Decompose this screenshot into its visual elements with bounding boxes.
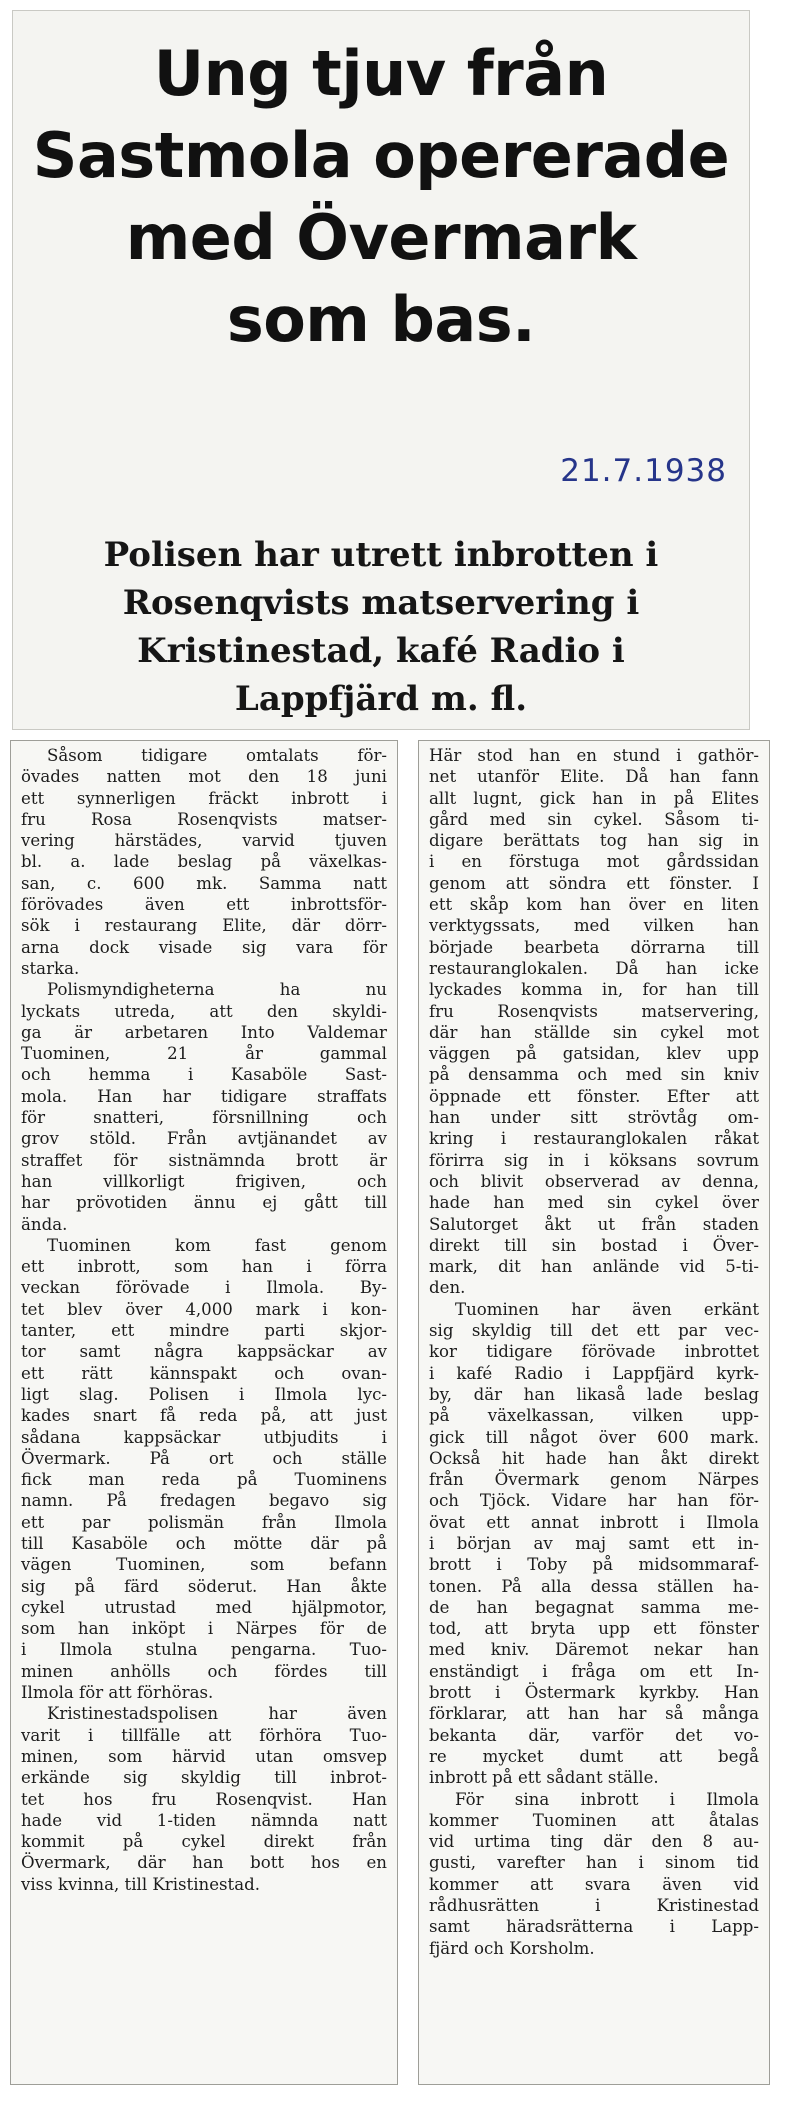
article-line: Också hit hade han åkt direkt	[429, 1448, 759, 1468]
article-line: sådana kappsäckar utbjudits i	[21, 1427, 387, 1447]
article-line: verktygssats, med vilken han	[429, 916, 759, 936]
article-line: minen anhölls och fördes till	[21, 1661, 387, 1681]
article-line: fru Rosenqvists matservering,	[429, 1001, 759, 1021]
article-line: fick man reda på Tuominens	[21, 1470, 387, 1490]
article-line: han under sitt strövtåg om-	[429, 1108, 759, 1128]
article-line: började bearbeta dörrarna till	[429, 937, 759, 957]
article-line: net utanför Elite. Då han fann	[429, 767, 759, 787]
article-line: hade han med sin cykel över	[429, 1193, 759, 1213]
article-line: som han inköpt i Närpes för de	[21, 1619, 387, 1639]
article-line: erkände sig skyldig till inbrot-	[21, 1768, 387, 1788]
article-line: vägen Tuominen, som befann	[21, 1555, 387, 1575]
article-line: tanter, ett mindre parti skjor-	[21, 1321, 387, 1341]
article-line: den.	[429, 1278, 466, 1298]
article-line: övades natten mot den 18 juni	[21, 767, 387, 787]
article-line: de han begagnat samma me-	[429, 1597, 759, 1617]
article-line: öppnade ett fönster. Efter att	[429, 1086, 759, 1106]
article-line: kommit på cykel direkt från	[21, 1832, 387, 1852]
article-line: ett rätt kännspakt och ovan-	[21, 1363, 387, 1383]
article-line: fjärd och Korsholm.	[429, 1938, 595, 1958]
article-line: brott i Toby på midsommaraf-	[429, 1555, 759, 1575]
article-line: i Ilmola stulna pengarna. Tuo-	[21, 1640, 387, 1660]
headline-line: med Övermark	[125, 201, 637, 274]
article-line: cykel utrustad med hjälpmotor,	[21, 1597, 387, 1617]
article-line: sök i restaurang Elite, där dörr-	[21, 916, 387, 936]
article-line: lyckats utreda, att den skyldi-	[21, 1001, 387, 1021]
article-line: i kafé Radio i Lappfjärd kyrk-	[429, 1363, 759, 1383]
article-line: hade vid 1-tiden nämnda natt	[21, 1810, 387, 1830]
article-line: han villkorligt frigiven, och	[21, 1171, 387, 1191]
headline-line: Ung tjuv från	[153, 37, 609, 110]
article-line: Här stod han en stund i gathör-	[429, 746, 759, 765]
article-line: förklarar, att han har så många	[429, 1704, 759, 1724]
article-line: har prövotiden ännu ej gått till	[21, 1193, 387, 1213]
article-line: genom att söndra ett fönster. I	[429, 873, 759, 893]
article-line: mola. Han har tidigare straffats	[21, 1086, 387, 1106]
article-line: ett skåp kom han över en liten	[429, 895, 759, 915]
article-line: kor tidigare förövade inbrottet	[429, 1342, 759, 1362]
date-stamp: 21.7.1938	[560, 453, 727, 489]
article-line: ett synnerligen fräckt inbrott i	[21, 788, 387, 808]
article-column-left	[10, 740, 398, 2085]
article-line: Övermark. På ort och ställe	[21, 1448, 387, 1468]
article-line: viss kvinna, till Kristinestad.	[21, 1874, 261, 1894]
article-line: varit i tillfälle att förhöra Tuo-	[21, 1725, 387, 1745]
article-line: ga är arbetaren Into Valdemar	[21, 1022, 387, 1042]
article-line: inbrott på ett sådant ställe.	[429, 1768, 659, 1788]
subheadline-line: Rosenqvists matservering i	[122, 583, 640, 623]
article-line: sig på färd söderut. Han åkte	[21, 1576, 387, 1596]
article-line: direkt till sin bostad i Över-	[429, 1235, 759, 1255]
article-line: enständigt i fråga om ett In-	[429, 1661, 759, 1681]
article-line: allt lugnt, gick han in på Elites	[429, 788, 759, 808]
article-line: samt häradsrätterna i Lapp-	[429, 1917, 759, 1937]
article-line: veckan förövade i Ilmola. By-	[21, 1278, 387, 1298]
article-line: förirra sig in i köksans sovrum	[429, 1150, 759, 1170]
header-section	[12, 10, 750, 730]
article-line: Tuominen kom fast genom	[47, 1235, 387, 1255]
article-line: restauranglokalen. Då han icke	[429, 958, 759, 978]
article-line: i början av maj samt ett in-	[429, 1533, 759, 1553]
subheadline	[13, 531, 749, 723]
article-line: Polismyndigheterna ha nu	[47, 980, 387, 1000]
article-line: brott i Östermark kyrkby. Han	[429, 1683, 759, 1703]
subheadline-line: Kristinestad, kafé Radio i	[137, 631, 625, 671]
article-line: tor samt några kappsäckar av	[21, 1342, 387, 1362]
article-line: tet blev över 4,000 mark i kon-	[21, 1299, 387, 1319]
subheadline-line: Polisen har utrett inbrotten i	[103, 535, 659, 575]
article-line: ett inbrott, som han i förra	[21, 1257, 387, 1277]
article-line: gick till något över 600 mark.	[429, 1427, 759, 1447]
article-line: kring i restauranglokalen råkat	[429, 1129, 759, 1149]
article-line: ända.	[21, 1214, 68, 1234]
article-line: minen, som härvid utan omsvep	[21, 1746, 387, 1766]
article-line: vering härstädes, varvid tjuven	[21, 831, 387, 851]
article-line: starka.	[21, 958, 80, 978]
article-line: tonen. På alla dessa ställen ha-	[429, 1576, 759, 1596]
article-line: namn. På fredagen begavo sig	[21, 1491, 387, 1511]
article-column-right	[418, 740, 770, 2085]
article-line: digare berättats tog han sig in	[429, 831, 759, 851]
article-line: ligt slag. Polisen i Ilmola lyc-	[21, 1384, 387, 1404]
article-line: mark, dit han anlände vid 5-ti-	[429, 1257, 759, 1277]
article-line: med kniv. Däremot nekar han	[429, 1640, 759, 1660]
article-line: Ilmola för att förhöras.	[21, 1683, 214, 1703]
article-line: bl. a. lade beslag på växelkas-	[21, 852, 387, 872]
article-line: gård med sin cykel. Såsom ti-	[429, 809, 759, 829]
headline-line: som bas.	[226, 283, 536, 356]
article-line: by, där han likaså lade beslag	[429, 1384, 759, 1404]
article-line: straffet för sistnämnda brott är	[21, 1150, 387, 1170]
subheadline-line: Lappfjärd m. fl.	[234, 679, 528, 719]
article-line: på växelkassan, vilken upp-	[429, 1406, 759, 1426]
article-line: tod, att bryta upp ett fönster	[429, 1619, 759, 1639]
article-line: re mycket dumt att begå	[429, 1746, 759, 1766]
article-line: i en förstuga mot gårdssidan	[429, 852, 759, 872]
article-line: bekanta där, varför det vo-	[429, 1725, 759, 1745]
headline-line: Sastmola opererade	[32, 119, 730, 192]
article-line: rådhusrätten i Kristinestad	[429, 1896, 759, 1916]
article-line: övat ett annat inbrott i Ilmola	[429, 1512, 759, 1532]
article-line: Tuominen, 21 år gammal	[21, 1044, 387, 1064]
article-line: sig skyldig till det ett par vec-	[429, 1321, 759, 1341]
article-line: Salutorget åkt ut från staden	[429, 1214, 759, 1234]
article-line: på densamma och med sin kniv	[429, 1065, 759, 1085]
article-line: där han ställde sin cykel mot	[429, 1022, 759, 1042]
article-line: och Tjöck. Vidare har han för-	[429, 1491, 759, 1511]
article-line: och hemma i Kasaböle Sast-	[21, 1065, 387, 1085]
article-line: vid urtima ting där den 8 au-	[429, 1832, 759, 1852]
article-line: san, c. 600 mk. Samma natt	[21, 873, 387, 893]
article-line: ett par polismän från Ilmola	[21, 1512, 387, 1532]
article-line: Övermark, där han bott hos en	[21, 1853, 387, 1873]
article-line: fru Rosa Rosenqvists matser-	[21, 809, 387, 829]
headline	[13, 33, 749, 361]
article-line: till Kasaböle och mötte där på	[21, 1533, 387, 1553]
article-line: förövades även ett inbrottsför-	[21, 895, 387, 915]
article-line: arna dock visade sig vara för	[21, 937, 387, 957]
article-line: grov stöld. Från avtjänandet av	[21, 1129, 387, 1149]
article-line: Kristinestadspolisen har även	[47, 1704, 387, 1724]
article-line: från Övermark genom Närpes	[429, 1470, 759, 1490]
article-line: kades snart få reda på, att just	[21, 1406, 387, 1426]
article-line: kommer att svara även vid	[429, 1874, 759, 1894]
article-line: tet hos fru Rosenqvist. Han	[21, 1789, 387, 1809]
article-line: Tuominen har även erkänt	[455, 1299, 759, 1319]
article-line: för snatteri, försnillning och	[21, 1108, 387, 1128]
article-line: och blivit observerad av denna,	[429, 1171, 759, 1191]
article-line: gusti, varefter han i sinom tid	[429, 1853, 759, 1873]
article-line: För sina inbrott i Ilmola	[455, 1789, 759, 1809]
article-line: kommer Tuominen att åtalas	[429, 1810, 759, 1830]
article-line: Såsom tidigare omtalats för-	[47, 746, 387, 765]
article-line: lyckades komma in, for han till	[429, 980, 759, 1000]
article-line: väggen på gatsidan, klev upp	[429, 1044, 759, 1064]
